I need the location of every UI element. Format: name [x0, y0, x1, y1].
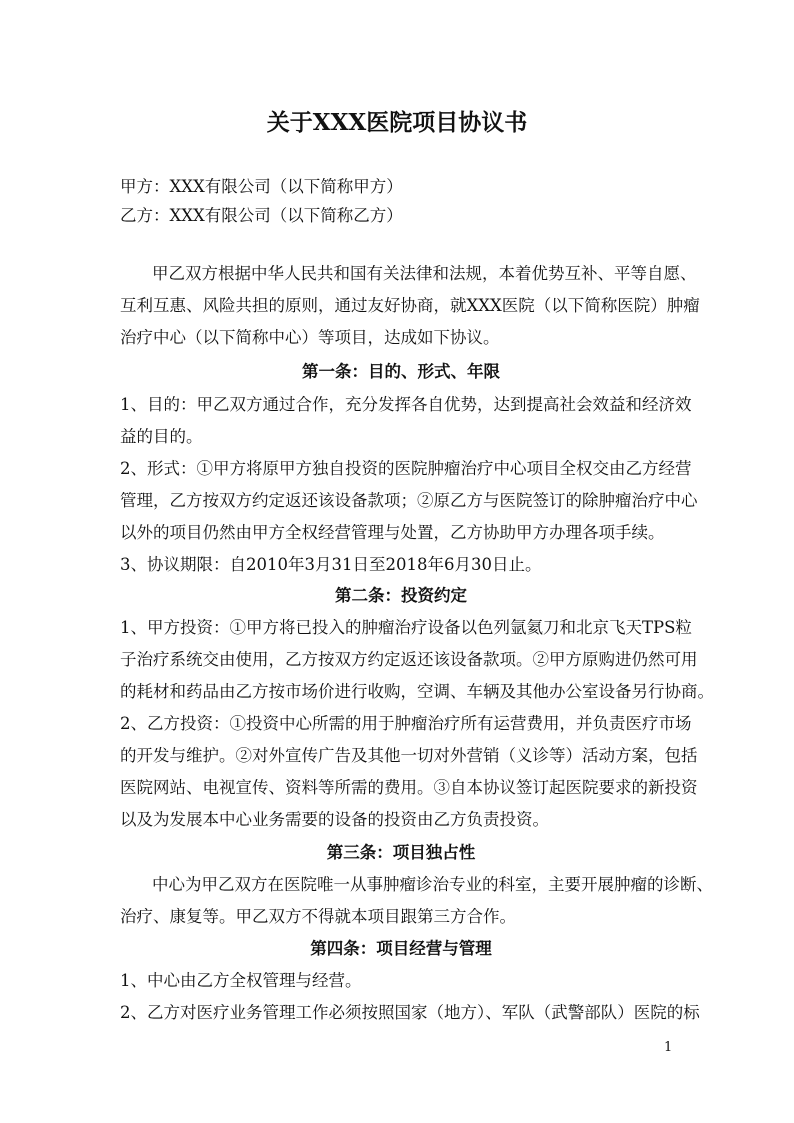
article4-heading: 第四条：项目经营与管理: [310, 939, 492, 958]
article1-line: 3、协议期限：自2010年3月31日至2018年6月30日止。: [120, 555, 542, 574]
article2-line: 1、甲方投资：①甲方将已投入的肿瘤治疗设备以色列氩氦刀和北京飞天TPS粒: [120, 618, 692, 637]
article2-line: 的开发与维护。②对外宣传广告及其他一切对外营销（义诊等）活动方案，包括: [120, 746, 698, 765]
article2-line: 以及为发展本中心业务需要的设备的投资由乙方负责投资。: [120, 810, 549, 829]
document-title: 关于XXX医院项目协议书: [266, 109, 528, 136]
article3-line: 中心为甲乙双方在医院唯一从事肿瘤诊治专业的科室，主要开展肿瘤的诊断、: [152, 875, 713, 894]
article1-line: 益的目的。: [120, 427, 203, 446]
party-b: 乙方：XXX有限公司（以下简称乙方）: [120, 206, 403, 225]
party-a: 甲方：XXX有限公司（以下简称甲方）: [120, 177, 403, 196]
article3-heading: 第三条：项目独占性: [326, 843, 476, 862]
page-number: 1: [664, 1040, 673, 1055]
article2-line: 子治疗系统交由使用，乙方按双方约定返还该设备款项。②甲方原购进仍然可用: [120, 650, 698, 669]
preamble-line: 治疗中心（以下简称中心）等项目，达成如下协议。: [120, 328, 500, 347]
article1-line: 2、形式：①甲方将原甲方独自投资的医院肿瘤治疗中心项目全权交由乙方经营: [120, 459, 692, 478]
article2-heading: 第二条：投资约定: [335, 586, 467, 605]
article4-line: 1、中心由乙方全权管理与经营。: [120, 971, 362, 990]
preamble-line: 甲乙双方根据中华人民共和国有关法律和法规，本着优势互补、平等自愿、: [152, 264, 697, 283]
article1-line: 以外的项目仍然由甲方全权经营管理与处置，乙方协助甲方办理各项手续。: [120, 523, 665, 542]
article1-heading: 第一条：目的、形式、年限: [302, 362, 500, 381]
article2-line: 医院网站、电视宣传、资料等所需的费用。③自本协议签订起医院要求的新投资: [120, 778, 698, 797]
article1-line: 1、目的：甲乙双方通过合作，充分发挥各自优势，达到提高社会效益和经济效: [120, 395, 692, 414]
article2-line: 的耗材和药品由乙方按市场价进行收购，空调、车辆及其他办公室设备另行协商。: [120, 682, 714, 701]
preamble-line: 互利互惠、风险共担的原则，通过友好协商，就XXX医院（以下简称医院）肿瘤: [120, 296, 700, 315]
article2-line: 2、乙方投资：①投资中心所需的用于肿瘤治疗所有运营费用，并负责医疗市场: [120, 714, 692, 733]
article3-line: 治疗、康复等。甲乙双方不得就本项目跟第三方合作。: [120, 907, 516, 926]
article4-line: 2、乙方对医疗业务管理工作必须按照国家（地方）、军队（武警部队）医院的标: [120, 1003, 700, 1022]
article1-line: 管理，乙方按双方约定返还该设备款项；②原乙方与医院签订的除肿瘤治疗中心: [120, 491, 698, 510]
